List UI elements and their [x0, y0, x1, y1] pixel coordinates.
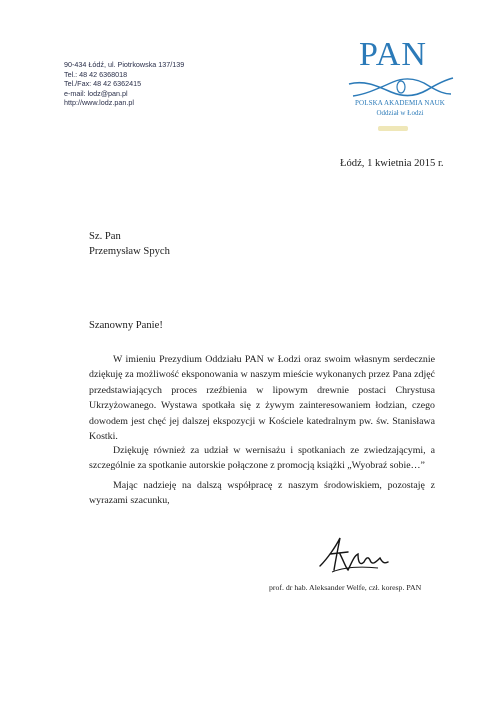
phone: Tel.: 48 42 6368018: [64, 69, 128, 79]
paragraph-3-text: Mając nadzieję na dalszą współpracę z naszym środowiskiem, pozostaję z wyrazami szacunku,: [89, 480, 435, 507]
paragraph-1: [89, 352, 435, 444]
faint-stamp: [378, 126, 408, 131]
letterhead-contact: [64, 60, 184, 108]
fax: Tel./Fax: 48 42 6362415: [64, 79, 142, 89]
logo-org-name: POLSKA AKADEMIA NAUK: [355, 99, 445, 107]
website: http://www.lodz.pan.pl: [64, 98, 134, 108]
letter-date: Łódź, 1 kwietnia 2015 r.: [340, 158, 444, 169]
recipient-block: [89, 229, 170, 259]
recipient-title: Sz. Pan: [89, 231, 121, 242]
paragraph-2-text: Dziękuję również za udział w wernisażu i spotkaniach ze zwiedzającymi, a szczególnie za spotkanie autorskie połączone z promocją książki „Wyobraź sobie…”: [89, 445, 435, 472]
salutation: Szanowny Panie!: [89, 320, 163, 331]
paragraph-1-text: W imieniu Prezydium Oddziału PAN w Łodzi oraz swoim własnym serdecznie dziękuję za możliwość eksponowania w naszym mieście wykonanych przez Pana zdjęć przedstawiających proces rzeźbienia w lipowym drewnie postaci Chrystusa Ukrzyżowanego. Wystawa spotkała się z żywym zainteresowaniem łodzian, czego dowodem jest chęć jej dalszej ekspozycji w Kościele katedralnym pw. św. Stanisława Kostki.: [89, 354, 435, 443]
logo-abbreviation: PAN: [359, 36, 427, 73]
signer-name: prof. dr hab. Aleksander Welfe, czł. koresp. PAN: [269, 583, 422, 592]
email: e-mail: lodz@pan.pl: [64, 88, 128, 98]
logo-swoosh-graphic: [345, 36, 455, 106]
handwritten-signature: [318, 532, 390, 580]
paragraph-3: [89, 478, 435, 509]
logo-branch: Oddział w Łodzi: [376, 109, 424, 117]
address: 90-434 Łódź, ul. Piotrkowska 137/139: [64, 60, 185, 69]
recipient-name: Przemysław Spych: [89, 246, 170, 257]
pan-logo: [345, 36, 455, 146]
paragraph-2: [89, 443, 435, 474]
